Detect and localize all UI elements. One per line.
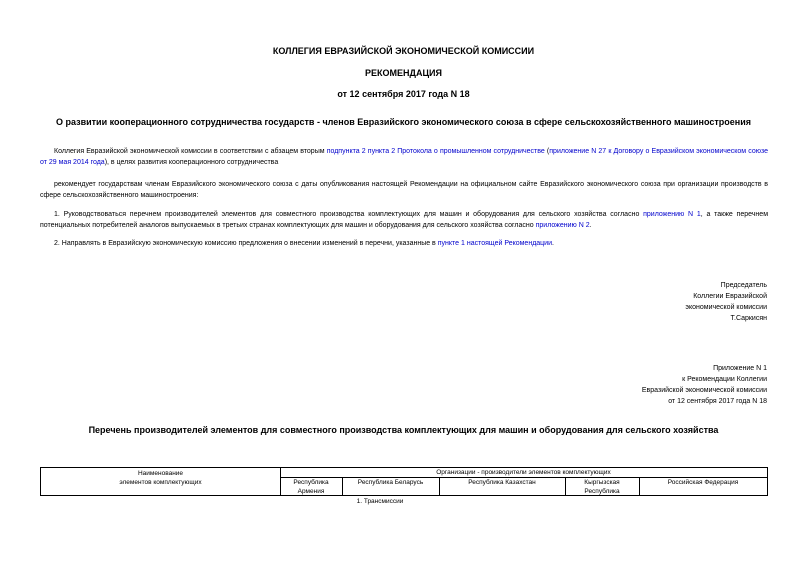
link-annex-1[interactable]: приложению N 1 bbox=[643, 211, 701, 218]
table-section-transmissions: 1. Трансмиссии bbox=[356, 498, 404, 505]
column-header-kyrgyzstan bbox=[565, 478, 639, 496]
item-1-text-3: . bbox=[589, 222, 592, 229]
list-title: Перечень производителей элементов для совместного производства комплектующих для машин и оборудования для сельского хозяйства bbox=[88, 425, 719, 435]
item-1-text-2: , а также перечнем потенциальных потребителей аналогов выпускаемых в третьих странах комплектующих для машин и оборудования для сельского хозяйства согласно bbox=[40, 211, 769, 229]
country-label: Российская Федерация bbox=[667, 479, 739, 486]
signature-name: Т.Саркисян bbox=[730, 315, 767, 322]
country-label: Республика bbox=[293, 479, 329, 486]
document-title: О развитии кооперационного сотрудничества государств - членов Евразийского экономического союза в сфере сельскохозяйственного машиностроения bbox=[56, 117, 751, 127]
preamble-text-3: ), в целях развития кооперационного сотрудничества bbox=[104, 159, 279, 166]
column-header-belarus bbox=[342, 478, 439, 487]
appendix-line-2: к Рекомендации Коллегии bbox=[682, 376, 767, 383]
item-2-paragraph bbox=[40, 238, 768, 249]
column-header-elements bbox=[41, 469, 280, 487]
producers-table bbox=[40, 467, 768, 496]
link-annex-2[interactable]: приложению N 2 bbox=[535, 222, 590, 229]
signature-line-2: Коллегии Евразийской bbox=[693, 293, 767, 300]
appendix-line-3: Евразийской экономической комиссии bbox=[641, 387, 767, 394]
preamble-paragraph bbox=[40, 146, 768, 168]
country-label: Республика Беларусь bbox=[357, 479, 424, 486]
country-label: Республика Казахстан bbox=[468, 479, 536, 486]
signature-block bbox=[467, 280, 767, 324]
item-2-text-1: 2. Направлять в Евразийскую экономическую комиссию предложения о внесении изменений в перечни, указанные в bbox=[54, 240, 438, 247]
doc-date: от 12 сентября 2017 года N 18 bbox=[337, 89, 470, 99]
appendix-line-4: от 12 сентября 2017 года N 18 bbox=[668, 398, 767, 405]
preamble-text-2: ( bbox=[544, 148, 550, 155]
appendix-block bbox=[467, 363, 767, 407]
column-header-elements-line-2: элементов комплектующих bbox=[119, 479, 202, 486]
group-header-organizations: Организации - производители элементов комплектующих bbox=[436, 469, 611, 476]
item-1-paragraph bbox=[40, 209, 768, 231]
link-treaty-annex-27[interactable]: приложение N 27 к Договору о Евразийском экономическом союзе от 29 мая 2014 года bbox=[40, 148, 768, 166]
item-2-text-2: . bbox=[552, 240, 554, 247]
column-header-russia bbox=[639, 478, 767, 487]
item-1-text-1: 1. Руководствоваться перечнем производителей элементов для совместного производства комплектующих для машин и оборудования для сельского хозяйства согласно bbox=[54, 211, 644, 218]
column-header-armenia bbox=[280, 478, 342, 496]
country-label: Армения bbox=[297, 488, 325, 495]
preamble-text-1: Коллегия Евразийской экономической комиссии в соответствии с абзацем вторым bbox=[54, 148, 327, 155]
country-label: Республика bbox=[584, 488, 620, 495]
signature-line-3: экономической комиссии bbox=[685, 304, 767, 311]
org-heading: КОЛЛЕГИЯ ЕВРАЗИЙСКОЙ ЭКОНОМИЧЕСКОЙ КОМИССИИ bbox=[272, 46, 535, 56]
recommends-paragraph: рекомендует государствам членам Евразийского экономического союза с даты опубликования настоящей Рекомендации на официальном сайте Евразийского экономического союза при организации производств в сфере сельскохозяйственного машиностроения: bbox=[40, 181, 768, 199]
country-label: Кыргызская bbox=[584, 479, 620, 486]
column-header-kazakhstan bbox=[439, 478, 565, 487]
link-item-1[interactable]: пункте 1 настоящей Рекомендации bbox=[437, 240, 553, 247]
appendix-line-1: Приложение N 1 bbox=[713, 365, 767, 372]
column-header-elements-line-1: Наименование bbox=[137, 470, 184, 477]
link-protocol-industrial-cooperation[interactable]: подпункта 2 пункта 2 Протокола о промышленном сотрудничестве bbox=[326, 148, 545, 155]
signature-line-1: Председатель bbox=[720, 282, 767, 289]
doc-type-heading: РЕКОМЕНДАЦИЯ bbox=[365, 68, 442, 78]
